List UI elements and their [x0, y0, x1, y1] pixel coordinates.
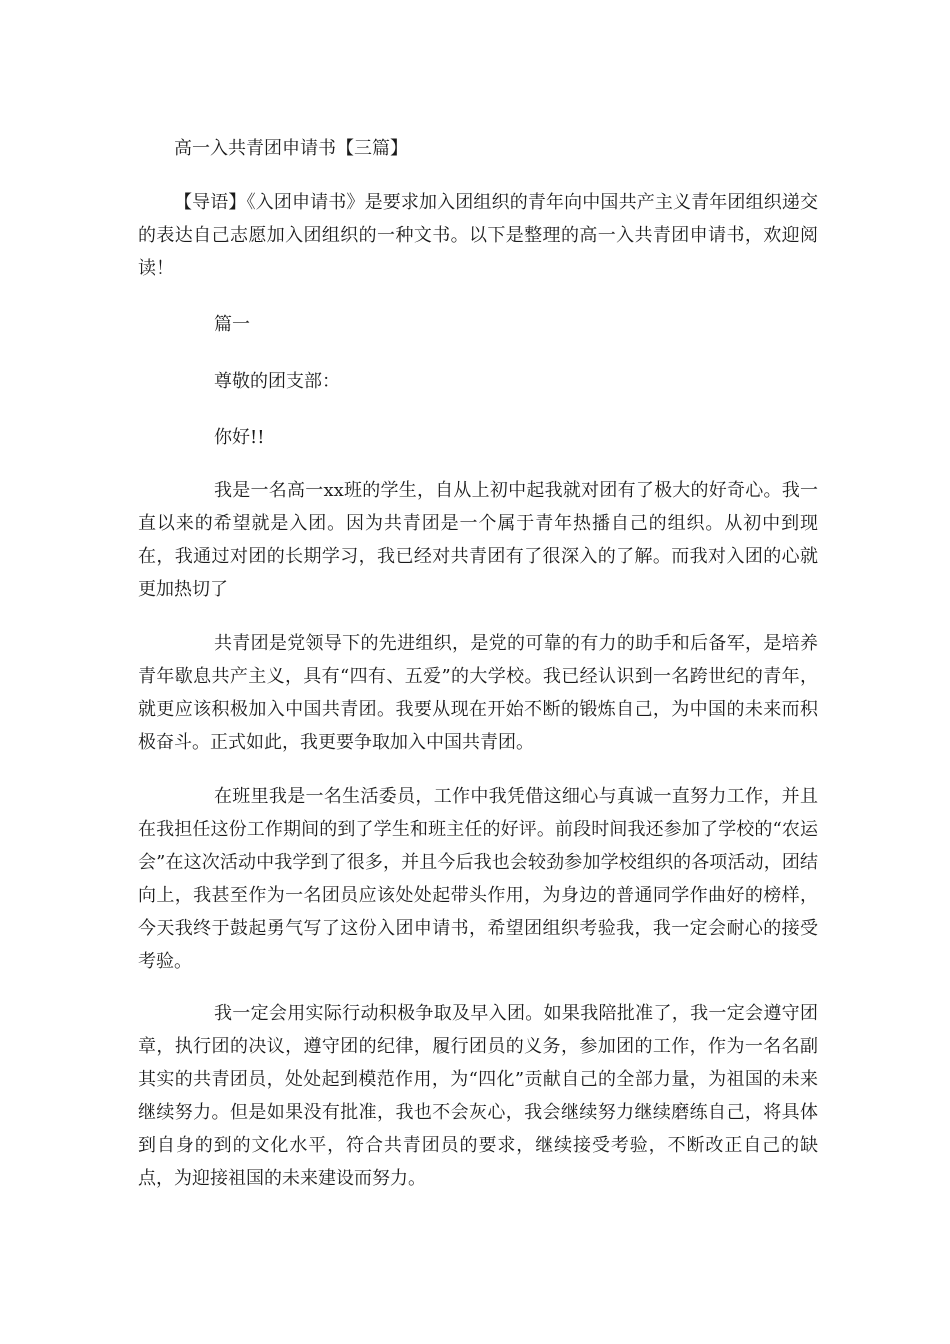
body-paragraph-2: 共青团是党领导下的先进组织，是党的可靠的有力的助手和后备军，是培养青年歇息共产主义，具有“四有、五爱”的大学校。我已经认识到一名跨世纪的青年，就更应该积极加入中国共青团。我要从现在开始不断的锻炼自己，为中国的未来而积极奋斗。正式如此，我更要争取加入中国共青团。: [138, 633, 818, 753]
body-paragraph-3: 在班里我是一名生活委员，工作中我凭借这细心与真诚一直努力工作，并且在我担任这份工作期间的到了学生和班主任的好评。前段时间我还参加了学校的“农运会”在这次活动中我学到了很多，并且今后我也会较劲参加学校组织的各项活动，团结向上，我甚至作为一名团员应该处处起带头作用，为身边的普通同学作曲好的榜样，今天我终于鼓起勇气写了这份入团申请书，希望团组织考验我，我一定会耐心的接受考验。: [138, 786, 818, 972]
body-paragraph-4: 我一定会用实际行动积极争取及早入团。如果我陪批准了，我一定会遵守团章，执行团的决议，遵守团的纪律，履行团员的义务，参加团的工作，作为一名名副其实的共青团员，处处起到模范作用，为“四化”贡献自己的全部力量，为祖国的未来继续努力。但是如果没有批准，我也不会灰心，我会继续努力继续磨练自己，将具体到自身的到的文化水平，符合共青团员的要求，继续接受考验，不断改正自己的缺点，为迎接祖国的未来建设而努力。: [138, 1003, 818, 1189]
salutation: 尊敬的团支部：: [214, 371, 340, 392]
body-paragraph-1: 我是一名高一xx班的学生，自从上初中起我就对团有了极大的好奇心。我一直以来的希望就是入团。因为共青团是一个属于青年热播自己的组织。从初中到现在，我通过对团的长期学习，我已经对共青团有了很深入的了解。而我对入团的心就更加热切了: [138, 480, 818, 600]
greeting: 你好!!: [214, 427, 265, 448]
intro-paragraph: 【导语】《入团申请书》是要求加入团组织的青年向中国共产主义青年团组织递交的表达自己志愿加入团组织的一种文书。以下是整理的高一入共青团申请书，欢迎阅读！: [138, 192, 818, 279]
section-heading: 篇一: [214, 314, 250, 335]
document-title: 高一入共青团申请书【三篇】: [174, 138, 408, 159]
